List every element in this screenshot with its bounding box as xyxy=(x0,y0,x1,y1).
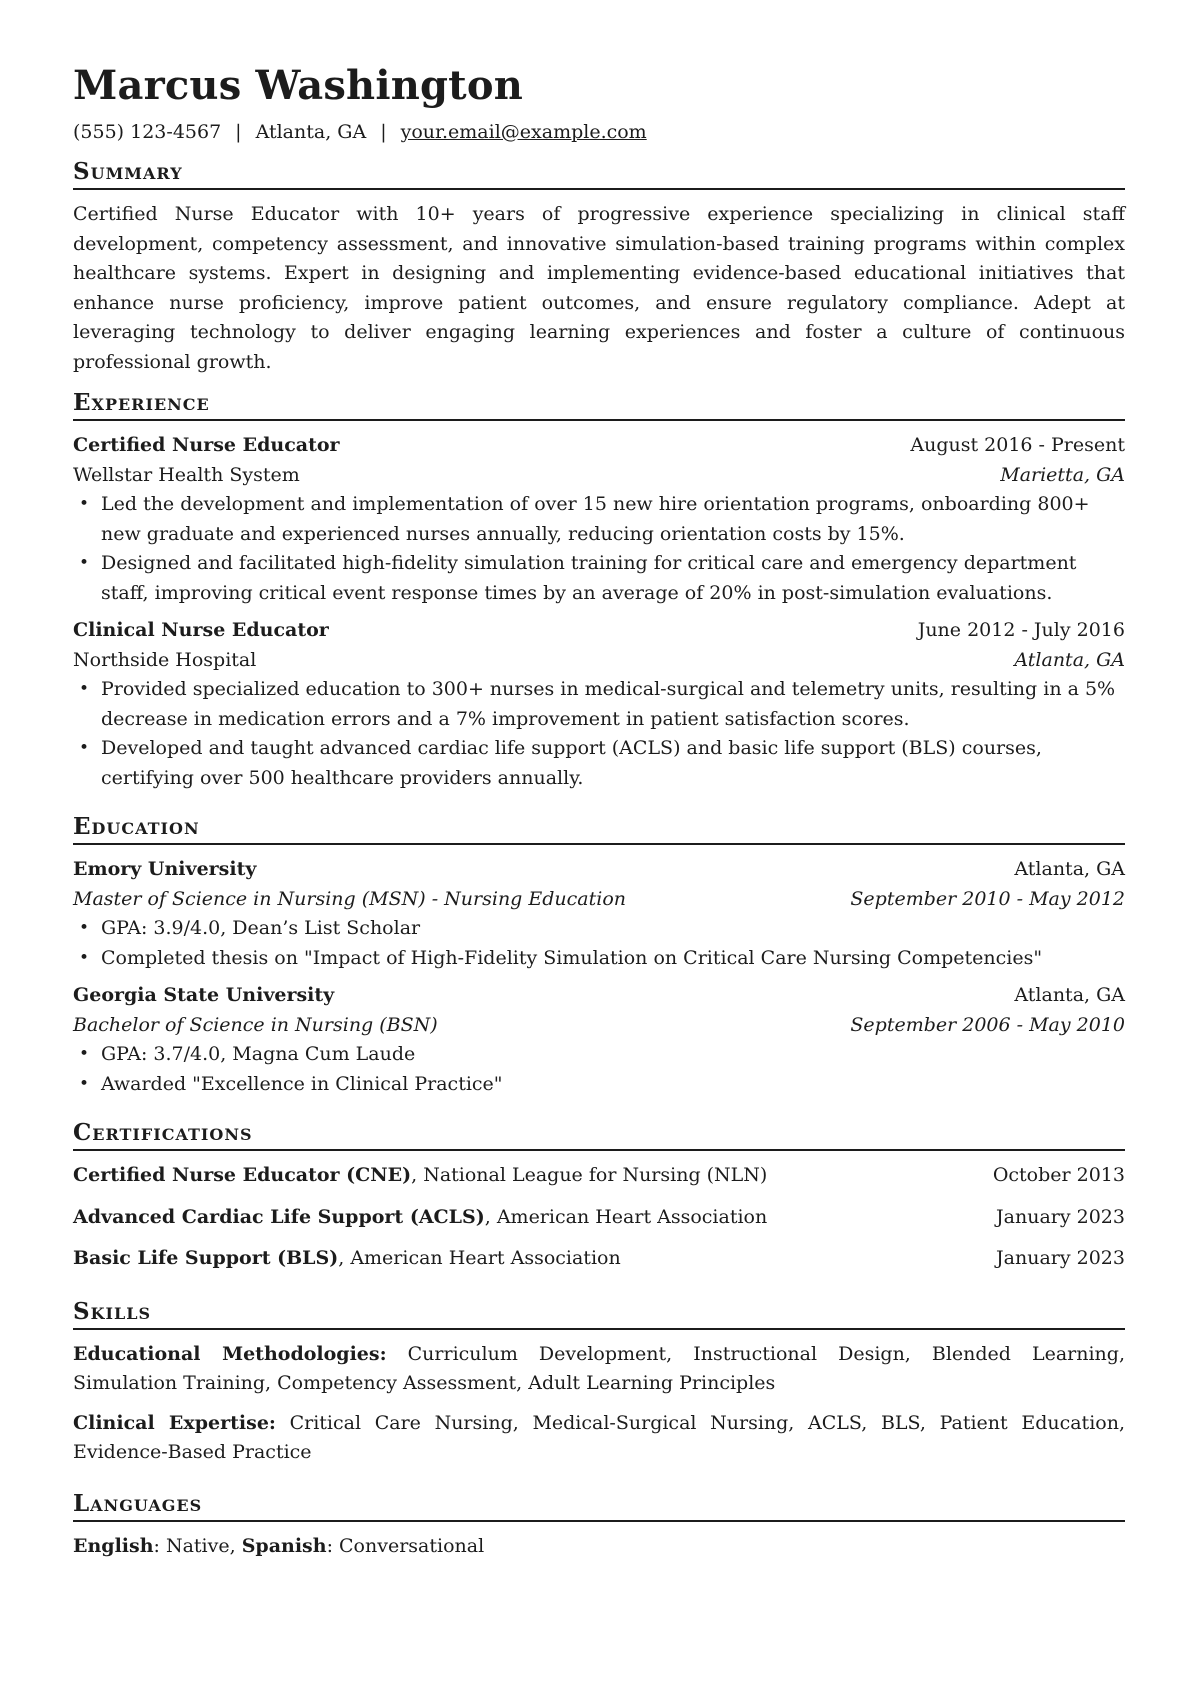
certification-item xyxy=(73,1161,1125,1191)
job-org: Northside Hospital xyxy=(73,648,257,671)
certification-issuer: , American Heart Association xyxy=(338,1247,621,1269)
certification-name: Certified Nurse Educator (CNE) xyxy=(73,1164,412,1186)
education-dates: September 2006 - May 2010 xyxy=(850,1013,1125,1036)
skill-group xyxy=(73,1340,1125,1399)
certification-issuer: , American Heart Association xyxy=(484,1205,768,1228)
certification-name: Advanced Cardiac Life Support (ACLS) xyxy=(73,1205,485,1228)
section-title: Education xyxy=(73,801,1125,845)
job-entry xyxy=(73,431,1125,608)
languages-section xyxy=(73,1478,1125,1562)
certification-name: Basic Life Support (BLS) xyxy=(73,1247,339,1269)
degree: Bachelor of Science in Nursing (BSN) xyxy=(73,1013,438,1036)
job-location: Marietta, GA xyxy=(1000,463,1125,486)
language-name: Spanish xyxy=(241,1534,327,1557)
contact-line xyxy=(73,118,1125,146)
list-item: • Led the development and implementation of over 15 new hire orientation programs, onboarding 800+ new graduate and experienced nurses annually, reducing orientation costs by 15%. xyxy=(73,490,1125,549)
job-org: Wellstar Health System xyxy=(73,463,300,486)
school-name: Georgia State University xyxy=(73,984,335,1006)
separator: | xyxy=(235,121,242,143)
list-item: • Completed thesis on "Impact of High-Fidelity Simulation on Critical Care Nursing Competencies" xyxy=(73,944,1125,974)
list-item: • Provided specialized education to 300+ nurses in medical-surgical and telemetry units, resulting in a 5% decrease in medication errors and a 7% improvement in patient satisfaction scores. xyxy=(73,675,1125,734)
skill-list: Critical Care Nursing, Medical-Surgical Nursing, ACLS, BLS, Patient Education, Evidence-Based Practice xyxy=(73,1411,1125,1463)
list-item: • GPA: 3.7/4.0, Magna Cum Laude xyxy=(73,1040,1125,1070)
education-dates: September 2010 - May 2012 xyxy=(850,887,1125,910)
section-title: Summary xyxy=(73,146,1125,190)
certification-issuer: , National League for Nursing (NLN) xyxy=(411,1164,768,1186)
education-entry xyxy=(73,981,1125,1099)
list-item: • Awarded "Excellence in Clinical Practice" xyxy=(73,1070,1125,1100)
education-entry xyxy=(73,855,1125,973)
list-item: • Designed and facilitated high-fidelity simulation training for critical care and emergency department staff, improving critical event response times by an average of 20% in post-simulation evaluations. xyxy=(73,549,1125,608)
summary-text: Certified Nurse Educator with 10+ years of progressive experience specializing in clinical staff development, competency assessment, and innovative simulation-based training programs within complex healthcare systems. Expert in designing and implementing evidence-based educational initiatives that enhance nurse proficiency, improve patient outcomes, and ensure regulatory compliance. Adept at leveraging technology to deliver engaging learning experiences and foster a culture of continuous professional growth. xyxy=(73,203,1125,373)
job-role: Clinical Nurse Educator xyxy=(73,619,329,641)
certification-item xyxy=(73,1203,1125,1233)
school-location: Atlanta, GA xyxy=(1014,858,1125,880)
degree: Master of Science in Nursing (MSN) - Nursing Education xyxy=(73,887,627,910)
section-title: Skills xyxy=(73,1286,1125,1330)
email-link[interactable]: your.email@example.com xyxy=(400,121,647,143)
list-item: • GPA: 3.9/4.0, Dean’s List Scholar xyxy=(73,914,1125,944)
skill-list: Curriculum Development, Instructional Design, Blended Learning, Simulation Training, Competency Assessment, Adult Learning Principles xyxy=(73,1342,1125,1394)
language-level: : Native, xyxy=(153,1534,242,1557)
skill-group xyxy=(73,1409,1125,1468)
experience-section xyxy=(73,377,1125,793)
skill-label: Educational Methodologies: xyxy=(73,1342,387,1365)
certification-date: January 2023 xyxy=(996,1247,1125,1269)
separator: | xyxy=(380,121,387,143)
school-name: Emory University xyxy=(73,858,257,880)
skills-section xyxy=(73,1286,1125,1468)
job-dates: June 2012 - July 2016 xyxy=(917,619,1125,641)
language-level: : Conversational xyxy=(326,1534,485,1557)
summary-section xyxy=(73,146,1125,377)
certification-date: January 2023 xyxy=(996,1205,1125,1228)
job-location: Atlanta, GA xyxy=(1014,648,1125,671)
school-location: Atlanta, GA xyxy=(1014,984,1125,1006)
education-section xyxy=(73,801,1125,1099)
certification-item xyxy=(73,1244,1125,1274)
certification-date: October 2013 xyxy=(992,1164,1125,1186)
languages-line xyxy=(73,1532,1125,1562)
phone: (555) 123-4567 xyxy=(73,121,222,143)
section-title: Experience xyxy=(73,377,1125,421)
candidate-name: Marcus Washington xyxy=(73,62,524,109)
resume-page xyxy=(73,58,1125,1561)
location: Atlanta, GA xyxy=(255,121,367,143)
list-item: • Developed and taught advanced cardiac life support (ACLS) and basic life support (BLS) courses, certifying over 500 healthcare providers annually. xyxy=(73,734,1125,793)
skill-label: Clinical Expertise: xyxy=(73,1411,276,1434)
job-dates: August 2016 - Present xyxy=(910,434,1125,456)
certifications-section xyxy=(73,1107,1125,1274)
section-title: Languages xyxy=(73,1478,1125,1522)
section-title: Certifications xyxy=(73,1107,1125,1151)
language-name: English xyxy=(73,1534,154,1557)
job-role: Certified Nurse Educator xyxy=(73,434,340,456)
job-entry xyxy=(73,616,1125,793)
